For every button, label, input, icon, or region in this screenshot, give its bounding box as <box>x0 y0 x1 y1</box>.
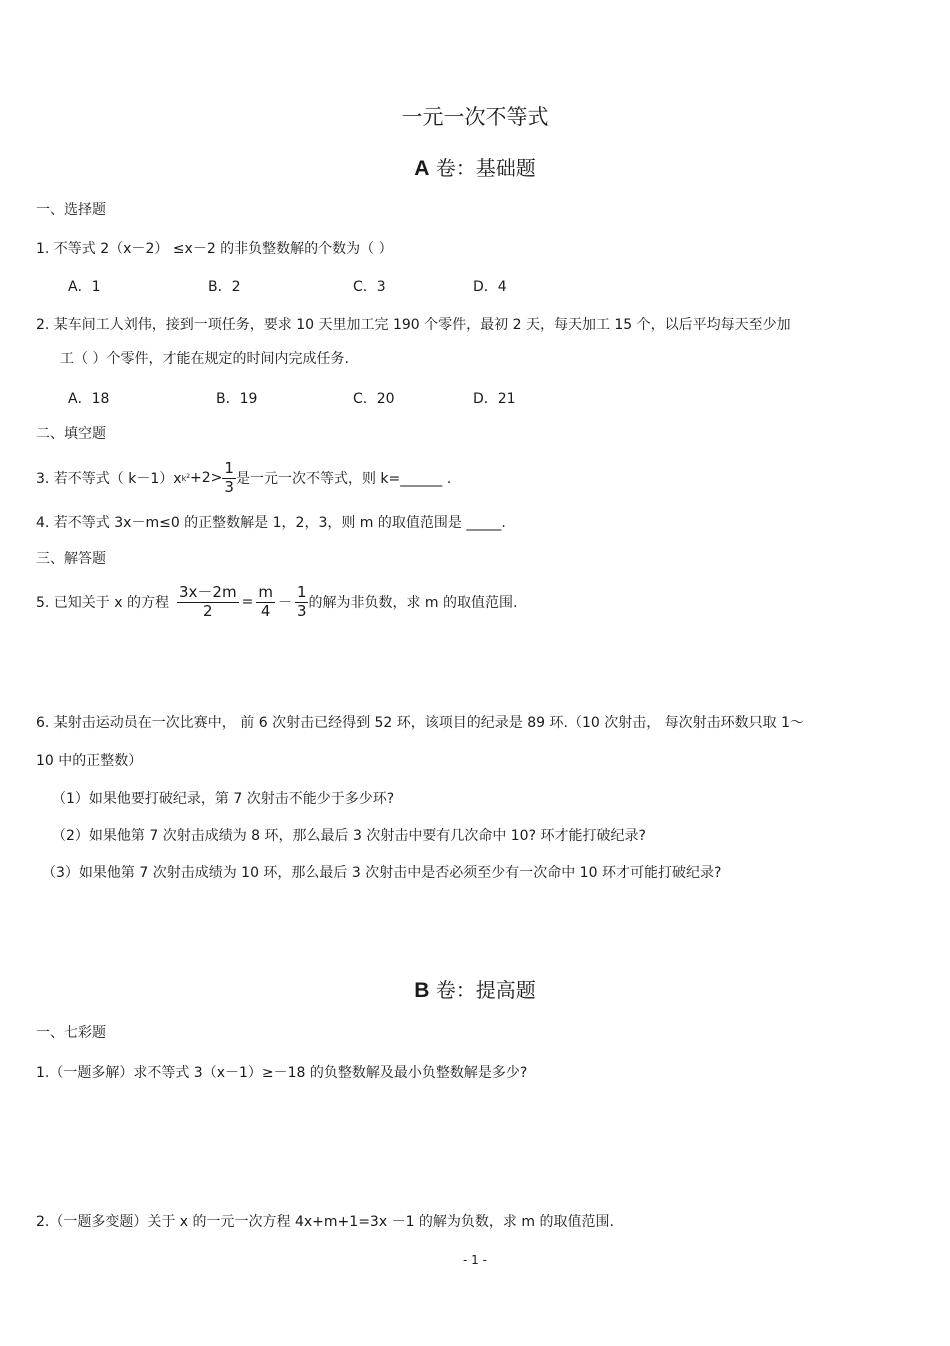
section-b-heading <box>0 974 950 1003</box>
q2-option-b: B．19 <box>216 391 258 407</box>
b-question-1: 1.（一题多解）求不等式 3（x－1）≥－18 的负整数解及最小负整数解是多少? <box>36 1065 528 1081</box>
q5-minus: － <box>277 595 292 611</box>
q3-suffix: 是一元一次不等式，则 k=______ . <box>235 471 452 487</box>
question-6-line-2: 10 中的正整数） <box>36 753 143 769</box>
q5-fraction-m: $\frac{m}{4}$ <box>258 583 273 620</box>
section-b-label: 卷：提高题 <box>435 978 536 1002</box>
question-1: 1. 不等式 2（x－2） ≤x－2 的非负整数解的个数为（ ） <box>36 241 393 257</box>
part-fill-heading: 二、填空题 <box>36 426 106 442</box>
q3-middle: +2> <box>190 470 223 486</box>
section-a-label: 卷：基础题 <box>435 156 536 180</box>
q5-equals: = <box>241 594 254 610</box>
q1-option-b: B．2 <box>208 279 241 295</box>
q1-option-c: C．3 <box>353 279 386 295</box>
q1-option-d: D．4 <box>473 279 507 295</box>
page-number: - 1 - <box>463 1253 487 1267</box>
q2-option-d: D．21 <box>473 391 516 407</box>
q3-exponent: $k^2$ <box>181 473 191 483</box>
section-a-letter: A <box>414 157 430 180</box>
question-6-sub-1: （1）如果他要打破纪录，第 7 次射击不能少于多少环? <box>52 791 395 807</box>
section-b-letter: B <box>414 979 430 1002</box>
section-a-heading <box>0 152 950 181</box>
question-6-sub-2: （2）如果他第 7 次射击成绩为 8 环，那么最后 3 次射击中要有几次命中 10? 环才能打破纪录? <box>52 828 646 844</box>
q2-option-a: A．18 <box>68 391 110 407</box>
question-4: 4. 若不等式 3x－m≤0 的正整数解是 1，2，3，则 m 的取值范围是 _____. <box>36 515 506 531</box>
q5-prefix: 5. 已知关于 x 的方程 <box>36 595 169 611</box>
q5-fraction-third: $\frac{1}{3}$ <box>296 583 307 620</box>
question-2-line-1: 2. 某车间工人刘伟，接到一项任务，要求 10 天里加工完 190 个零件，最初 2 天，每天加工 15 个，以后平均每天至少加 <box>36 317 791 333</box>
q1-option-a: A．1 <box>68 279 101 295</box>
question-6-sub-3: （3）如果他第 7 次射击成绩为 10 环，那么最后 3 次射击中是否必须至少有一次命中 10 环才可能打破纪录? <box>42 865 722 881</box>
q5-fraction-left: $\frac{3x-2m}{2}$ <box>179 583 237 620</box>
part-solve-heading: 三、解答题 <box>36 551 106 567</box>
q2-option-c: C．20 <box>353 391 395 407</box>
document-title: 一元一次不等式 <box>401 105 549 129</box>
part-choice-heading: 一、选择题 <box>36 202 106 218</box>
q5-suffix: 的解为非负数，求 m 的取值范围. <box>308 595 518 611</box>
question-6-line-1: 6. 某射击运动员在一次比赛中， 前 6 次射击已经得到 52 环，该项目的纪录是 89 环.（10 次射击， 每次射击环数只取 1～ <box>36 715 805 731</box>
b-question-2: 2.（一题多变题）关于 x 的一元一次方程 4x+m+1=3x －1 的解为负数，求 m 的取值范围. <box>36 1214 614 1230</box>
part-colorful-heading: 一、七彩题 <box>36 1025 106 1041</box>
q3-fraction: $\frac{1}{3}$ <box>224 459 234 496</box>
question-2-line-2: 工（ ）个零件，才能在规定的时间内完成任务. <box>60 351 349 367</box>
question-5 <box>36 578 517 626</box>
question-3 <box>36 456 451 500</box>
q3-prefix: 3. 若不等式（ k－1）x <box>36 471 182 487</box>
